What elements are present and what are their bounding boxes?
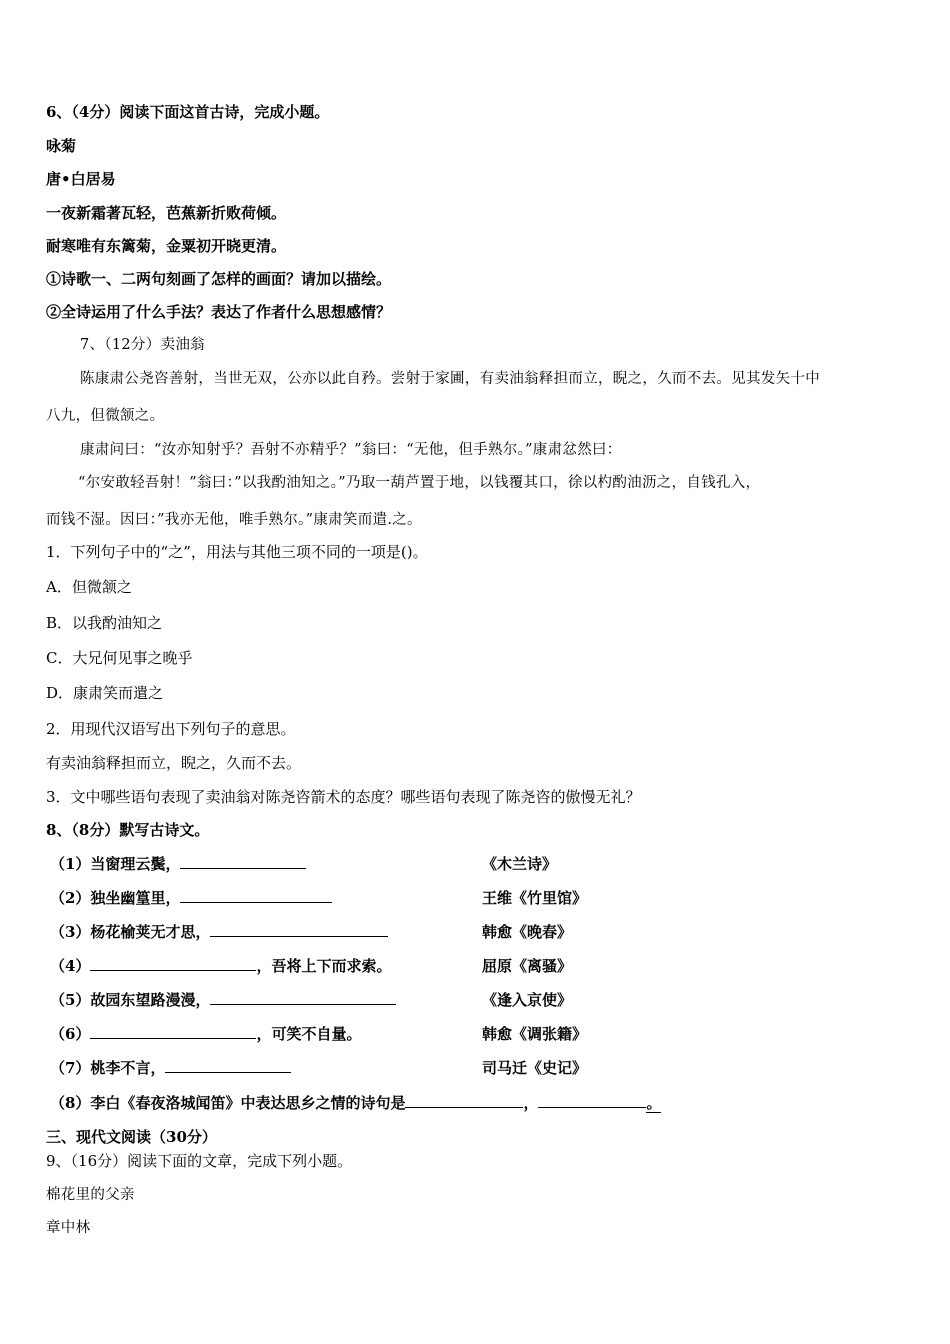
recite-item-6-suffix: ，可笑不自量。 (256, 1025, 362, 1043)
q7-sub-2: 2．用现代汉语写出下列句子的意思。 (46, 720, 296, 738)
recite-item-3 (50, 922, 388, 942)
recite-item-6 (50, 1024, 361, 1044)
q7-sub-2-sentence: 有卖油翁释担而立，睨之，久而不去。 (46, 754, 302, 772)
answer-blank[interactable] (210, 922, 388, 937)
q7-para-2: 康肃问曰：“汝亦知射乎？吾射不亦精乎？”翁曰：“无他，但手熟尔。”康肃忿然曰： (80, 442, 622, 458)
poem-author: 唐•白居易 (46, 170, 116, 188)
answer-blank[interactable] (90, 956, 256, 971)
recite-item-7 (50, 1058, 291, 1078)
option-c: C．大兄何见事之晚乎 (46, 649, 193, 667)
recite-item-7-text: （7）桃李不言， (50, 1059, 166, 1077)
answer-blank[interactable] (165, 1058, 291, 1073)
article-title: 棉花里的父亲 (46, 1187, 135, 1203)
q6-header: 6、（4分）阅读下面这首古诗，完成小题。 (46, 103, 330, 121)
answer-blank[interactable] (405, 1093, 523, 1108)
recite-item-2-source: 王维《竹里馆》 (482, 889, 588, 907)
q6-question-2: ②全诗运用了什么手法？表达了作者什么思想感情？ (46, 303, 392, 321)
recite-item-8 (50, 1093, 661, 1113)
recite-item-1-source: 《木兰诗》 (482, 855, 558, 873)
poem-line-1: 一夜新霜著瓦轻，芭蕉新折败荷倾。 (46, 204, 287, 222)
recite-item-8-comma: ， (523, 1094, 539, 1112)
q7-sub-1: 1．下列句子中的“之”，用法与其他三项不同的一项是()。 (46, 543, 428, 561)
answer-blank[interactable] (180, 854, 306, 869)
option-b: B．以我酌油知之 (46, 614, 163, 632)
recite-item-6-source: 韩愈《调张籍》 (482, 1025, 588, 1043)
option-d: D．康肃笑而遣之 (46, 684, 164, 702)
recite-item-3-source: 韩愈《晚春》 (482, 923, 573, 941)
recite-item-2-text: （2）独坐幽篁里， (50, 889, 181, 907)
q7-sub-3: 3．文中哪些语句表现了卖油翁对陈尧咨箭术的态度？哪些语句表现了陈尧咨的傲慢无礼？ (46, 788, 641, 806)
q9-header: 9、（16分）阅读下面的文章，完成下列小题。 (46, 1152, 353, 1170)
answer-blank[interactable] (90, 1024, 256, 1039)
q7-para-3-line-2: 而钱不湿。因曰：”我亦无他，唯手熟尔。”康肃笑而遣.之。 (46, 512, 422, 528)
poem-line-2: 耐寒唯有东篱菊，金粟初开晓更清。 (46, 237, 287, 255)
recite-item-4-source: 屈原《离骚》 (482, 957, 573, 975)
recite-item-6-text: （6） (50, 1025, 91, 1043)
q7-para-1-line-1: 陈康肃公尧咨善射，当世无双，公亦以此自矜。尝射于家圃，有卖油翁释担而立，睨之，久而不去。见其发矢十中 (80, 371, 820, 387)
q8-header: 8、（8分）默写古诗文。 (46, 821, 210, 839)
recite-item-5-source: 《逢入京使》 (482, 991, 573, 1009)
q7-para-1-line-2: 八九，但微颔之。 (46, 408, 165, 424)
recite-item-4-text: （4） (50, 957, 91, 975)
recite-item-5 (50, 990, 396, 1010)
section-3-heading: 三、现代文阅读（30分） (46, 1128, 217, 1146)
article-author: 章中林 (46, 1220, 91, 1236)
recite-item-8-text: （8）李白《春夜洛城闻笛》中表达思乡之情的诗句是 (50, 1094, 406, 1112)
q7-para-3-line-1: “尔安敢轻吾射！”翁曰：”以我酌油知之。”乃取一葫芦置于地，以钱覆其口，徐以杓酌油沥之，自钱孔入， (78, 475, 761, 491)
recite-item-4 (50, 956, 391, 976)
option-a: A．但微颔之 (46, 578, 132, 596)
answer-blank[interactable] (210, 990, 396, 1005)
recite-item-1 (50, 854, 306, 874)
recite-item-2 (50, 888, 332, 908)
recite-item-8-end: 。 (646, 1094, 662, 1112)
recite-item-4-suffix: ，吾将上下而求索。 (256, 957, 392, 975)
answer-blank[interactable] (180, 888, 332, 903)
poem-title: 咏菊 (46, 137, 77, 155)
recite-item-7-source: 司马迁《史记》 (482, 1059, 588, 1077)
recite-item-3-text: （3）杨花榆荚无才思， (50, 923, 211, 941)
recite-item-5-text: （5）故园东望路漫漫， (50, 991, 211, 1009)
answer-blank[interactable] (538, 1093, 646, 1108)
q7-header: 7、（12分）卖油翁 (80, 337, 205, 353)
q6-question-1: ①诗歌一、二两句刻画了怎样的画面？请加以描绘。 (46, 270, 392, 288)
recite-item-1-text: （1）当窗理云鬓， (50, 855, 181, 873)
